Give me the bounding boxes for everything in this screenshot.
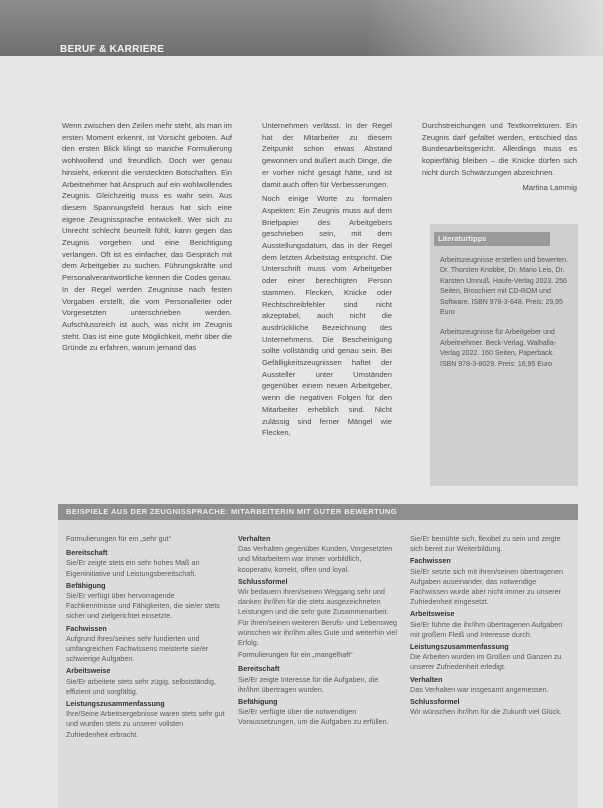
example-heading: Bereitschaft — [66, 548, 108, 558]
examples-column-2 — [238, 534, 398, 730]
literature-box — [430, 224, 578, 486]
example-heading: Fachwissen — [66, 623, 107, 633]
example-text: Das Verhalten war insgesamt angemessen. — [410, 684, 549, 694]
example-text: Sie/Er bemühte sich, flexibel zu sein und zeigte sich bereit zur Weiterbildung. — [410, 534, 561, 554]
article-column-3 — [422, 120, 577, 196]
example-heading: Arbeitsweise — [410, 609, 455, 619]
example-text: Sie/Er arbeitete stets sehr zügig, selbstständig, effizient und sorgfältig. — [66, 676, 216, 696]
example-text: Aufgrund ihres/seines sehr fundierten und umfangreichen Fachwissens meisterte sie/er schwierige Aufgaben. — [66, 633, 209, 664]
literature-box-body — [430, 246, 578, 370]
example-text: Ihre/Seine Arbeitsergebnisse waren stets sehr gut und wurden stets zu unserer vollsten Zufriedenheit erbracht. — [66, 709, 225, 739]
article-paragraph: Durchstreichungen und Textkorrekturen. Ein Zeugnis darf gefaltet werden, entschied das Bundesarbeitsgericht. Allerdings muss es kopierfähig bleiben – die Knicke dürfen sich nicht durch Schwärzungen abzeichnen. — [422, 121, 577, 177]
example-heading: Schlussformel — [238, 576, 288, 586]
example-text: Sie/Er verfügte über die notwendigen Voraussetzungen, um die Aufgaben zu erfüllen. — [238, 707, 389, 727]
section-label: BERUF & KARRIERE — [60, 44, 165, 55]
example-heading: Verhalten — [410, 674, 443, 684]
example-heading: Fachwissen — [410, 556, 451, 566]
examples-column-3 — [410, 534, 570, 719]
examples-column-1 — [66, 534, 226, 742]
example-heading: Verhalten — [238, 534, 271, 543]
article-column-1 — [62, 120, 232, 357]
examples-box — [58, 504, 578, 808]
example-text: Wir wünschen ihr/ihm für die Zukunft viel Glück. — [410, 707, 562, 717]
example-heading: Befähigung — [66, 580, 106, 590]
example-text: Sie/Er zeigte stets ein sehr hohes Maß an Eigeninitiative und Leistungsbereitschaft. — [66, 558, 200, 578]
example-subtitle: Formulierungen für ein „mangelhaft“ — [238, 650, 353, 660]
example-text: Wir bedauern ihren/seinen Weggang sehr und danken ihr/ihm für die stets ausgezeichneten Leistungen und die sehr gute Zusammenarbeit. Für ihren/seinen weiteren Berufs- und Lebensweg wünschen wir ihr/ihm alles Gute und weiterhin viel Erfolg. — [238, 587, 398, 648]
literature-item: Arbeitszeugnisse erstellen und bewerten. Dr. Thorsten Knobbe, Dr. Mario Leis, Dr. Karsten Umnuß. Haufe-Verlag 2023. 256 Seiten, Broschiert mit CD-ROM und Software. ISBN 978-3-648. Preis: 29,95 Euro — [440, 257, 569, 317]
example-text: Das Verhalten gegenüber Kunden, Vorgesetzten und Mitarbeitern war immer vorbildlich, kooperativ, korrekt, offen und loyal. — [238, 544, 393, 574]
example-text: Die Arbeiten wurden im Großen und Ganzen zu unserer Zufriedenheit erledigt. — [410, 652, 562, 672]
example-heading: Bereitschaft — [238, 664, 280, 674]
header-fade — [363, 0, 603, 56]
example-heading: Leistungszusammenfassung — [410, 642, 509, 652]
article-column-2 — [262, 120, 392, 442]
article-paragraph: Wenn zwischen den Zeilen mehr steht, als man im ersten Moment erkennt, ist Vorsicht geboten. Auf den ersten Blick klingt so manche Formulierung wohlwollend und freundlich. Doch wer genau hinsieht, erkennt die versteckten Botschaften. Ein Arbeitnehmer hat Anspruch auf ein wohlwollendes Zeugnis. Gleichzeitig muss es wahr sein. Aus diesem Spannungsfeld heraus hat sich eine eigene Zeugnissprache entwickelt. Wer sich zu Unrecht schlecht beurteilt fühlt, kann gegen das Zeugnis vorgehen und eine Berichtigung verlangen. Oft ist es einfacher, das Gespräch mit dem Arbeitgeber zu suchen. Führungskräfte und Personalverantwortliche kennen die Codes genau. In der Regel werden Zeugnisse nach festen Vorgaben erstellt, die vom Personalleiter oder Vorgesetzten unterschrieben werden. Aufschlussreich ist auch, was nicht im Zeugnis steht. Das ist eine gute Möglichkeit, mehr über die Gründe zu erfahren, warum jemand das — [62, 121, 232, 353]
article-paragraph: Unternehmen verlässt. In der Regel hat der Mitarbeiter zu diesem Zeitpunkt schon etwas Abstand gewonnen und äußert auch Dinge, die er vorher nicht gesagt hätte, und ist damit auch offen für Verbesserungen. — [262, 121, 392, 189]
example-heading: Befähigung — [238, 697, 278, 707]
example-heading: Leistungszusammenfassung — [66, 699, 165, 709]
author-name: Martina Lammig — [522, 182, 577, 192]
literature-item: Arbeitszeugnisse für Arbeitgeber und Arbeitnehmer. Beck-Verlag. Walhalla-Verlag 2022. 160 Seiten, Paperback. ISBN 978-3-8029. Preis: 16,95 Euro — [440, 329, 557, 368]
article-paragraph: Noch einige Worte zu formalen Aspekten: Ein Zeugnis muss auf dem Briefpapier des Arbeitgebers geschrieben sein, mit dem Ausstellungsdatum, das in der Regel dem letzten Arbeitstag entspricht. Die Unterschrift muss vom Arbeitgeber oder einer berechtigten Person stammen. Flecken, Knicke oder Rechtschreibfehler sind nicht akzeptabel, auch nicht die ausdrückliche Bezeichnung des Unternehmens. Die Bescheinigung sollte vollständig und genau sein. Bei Gefälligkeitszeugnissen haftet der Aussteller unter Umständen gegenüber einem neuen Arbeitgeber, wenn die negativen Folgen für den Mitarbeiter erheblich sind. Nicht zulässig sind ferner Mängel wie Flecken, — [262, 194, 392, 438]
example-text: Sie/Er verfügt über hervorragende Fachkenntnisse und Fähigkeiten, die sie/er stets sicher und zielgerichtet einsetzte. — [66, 591, 220, 621]
example-text: Sie/Er führte die ihr/ihm übertragenen Aufgaben mit großem Fleiß und Interesse durch. — [410, 619, 563, 639]
examples-box-title: BEISPIELE AUS DER ZEUGNISSPRACHE: MITARBEITERIN MIT GUTER BEWERTUNG — [58, 504, 578, 520]
example-subtitle: Formulierungen für ein „sehr gut“ — [66, 534, 172, 543]
literature-box-title: Literaturtipps — [434, 232, 550, 246]
example-heading: Arbeitsweise — [66, 666, 111, 676]
example-text: Sie/Er zeigte Interesse für die Aufgaben, die ihr/ihm übertragen wurden. — [238, 674, 379, 694]
example-text: Sie/Er setzte sich mit ihren/seinen übertragenen Aufgaben auseinander, das notwendige Fachwissen wurde aber nicht immer zu unserer Zufriedenheit eingesetzt. — [410, 566, 564, 607]
example-heading: Schlussformel — [410, 697, 460, 707]
